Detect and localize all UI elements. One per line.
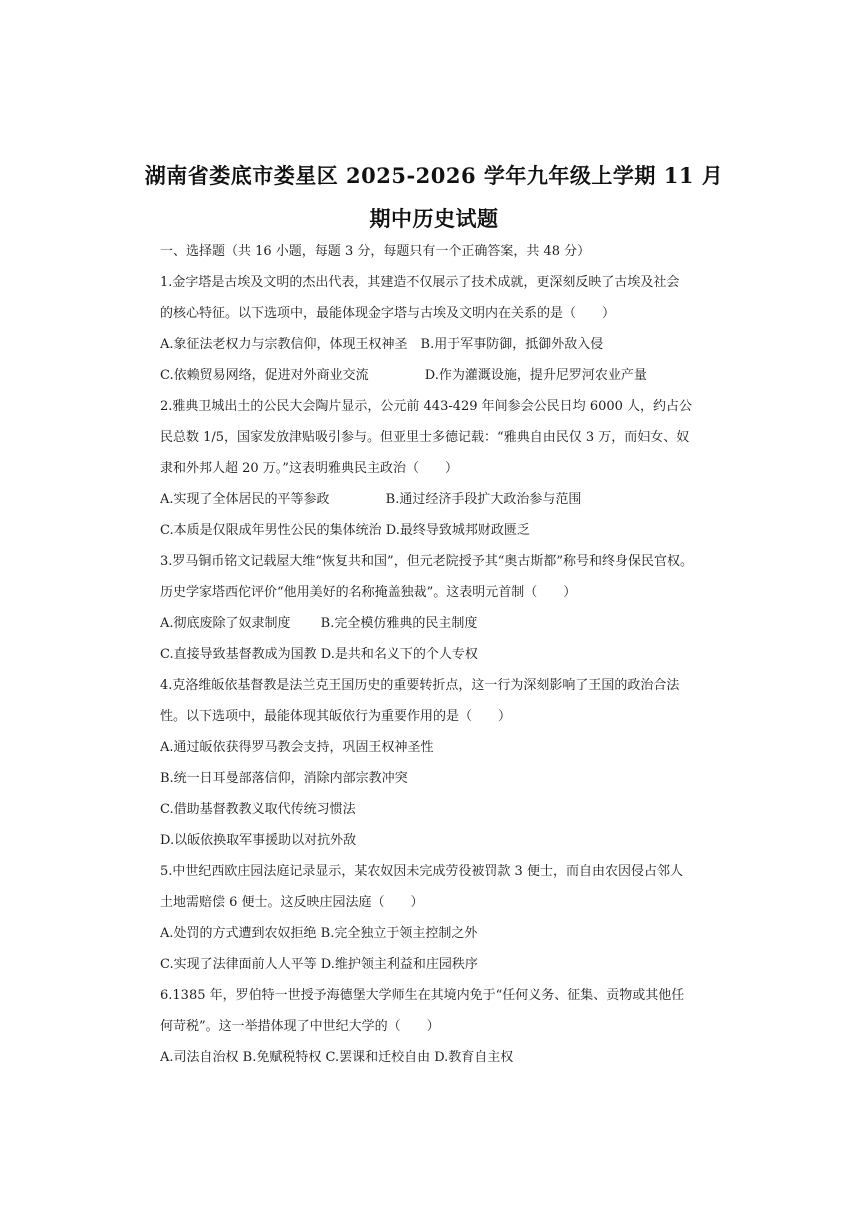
q4-stem-line: 4.克洛维皈依基督教是法兰克王国历史的重要转折点，这一行为深刻影响了王国的政治合法 (160, 678, 680, 693)
q6-stem-line: 何苛税”。这一举措体现了中世纪大学的（ ） (160, 1019, 440, 1034)
q3-option-line: C.直接导致基督教成为国教 D.是共和名义下的个人专权 (160, 647, 478, 662)
q1-option-line: C.依赖贸易网络，促进对外商业交流 D.作为灌溉设施，提升尼罗河农业产量 (160, 368, 647, 383)
q5-stem-line: 5.中世纪西欧庄园法庭记录显示，某农奴因未完成劳役被罚款 3 便士，而自由农因侵占邻人 (160, 864, 683, 879)
q5-option-line: C.实现了法律面前人人平等 D.维护领主利益和庄园秩序 (160, 957, 478, 972)
q1-stem-line: 1.金字塔是古埃及文明的杰出代表，其建造不仅展示了技术成就，更深刻反映了古埃及社会 (160, 275, 680, 290)
q4-option-line: A.通过皈依获得罗马教会支持，巩固王权神圣性 (160, 740, 434, 755)
exam-title-line1: 湖南省娄底市娄星区 2025-2026 学年九年级上学期 11 月 (144, 163, 724, 188)
q2-stem-line: 民总数 1/5，国家发放津贴吸引参与。但亚里士多德记载：“雅典自由民仅 3 万，而妇女、奴 (160, 430, 690, 445)
q6-stem-line: 6.1385 年，罗伯特一世授予海德堡大学师生在其境内免于“任何义务、征集、贡物或其他任 (160, 988, 685, 1003)
q3-stem-line: 历史学家塔西佗评价“他用美好的名称掩盖独裁”。这表明元首制（ ） (160, 585, 577, 600)
section-header: 一、选择题（共 16 小题，每题 3 分，每题只有一个正确答案，共 48 分） (160, 244, 591, 259)
q1-option-line: A.象征法老权力与宗教信仰，体现王权神圣 B.用于军事防御，抵御外敌入侵 (160, 337, 604, 352)
q2-option-line: C.本质是仅限成年男性公民的集体统治 D.最终导致城邦财政匮乏 (160, 523, 530, 538)
q3-stem-line: 3.罗马铜币铭文记载屋大维“恢复共和国”，但元老院授予其“奥古斯都”称号和终身保民官权。 (160, 554, 693, 569)
q1-stem-line: 的核心特征。以下选项中，最能体现金字塔与古埃及文明内在关系的是（ ） (160, 306, 616, 321)
q5-stem-line: 土地需赔偿 6 便士。这反映庄园法庭（ ） (160, 895, 424, 910)
q3-option-line: A.彻底废除了奴隶制度 B.完全模仿雅典的民主制度 (160, 616, 478, 631)
q4-option-line: D.以皈依换取军事援助以对抗外敌 (160, 833, 357, 848)
q6-option-line: A.司法自治权 B.免赋税特权 C.罢课和迁校自由 D.教育自主权 (160, 1050, 514, 1065)
exam-title-line2: 期中历史试题 (369, 206, 499, 231)
q2-option-line: A.实现了全体居民的平等参政 B.通过经济手段扩大政治参与范围 (160, 492, 582, 507)
q4-option-line: C.借助基督教教义取代传统习惯法 (160, 802, 356, 817)
q4-stem-line: 性。以下选项中，最能体现其皈依行为重要作用的是（ ） (160, 709, 512, 724)
q4-option-line: B.统一日耳曼部落信仰，消除内部宗教冲突 (160, 771, 408, 786)
q2-stem-line: 隶和外邦人超 20 万。”这表明雅典民主政治（ ） (160, 461, 458, 476)
q5-option-line: A.处罚的方式遭到农奴拒绝 B.完全独立于领主控制之外 (160, 926, 478, 941)
q2-stem-line: 2.雅典卫城出土的公民大会陶片显示，公元前 443-429 年间参会公民日均 6000 人，约占公 (160, 399, 693, 414)
